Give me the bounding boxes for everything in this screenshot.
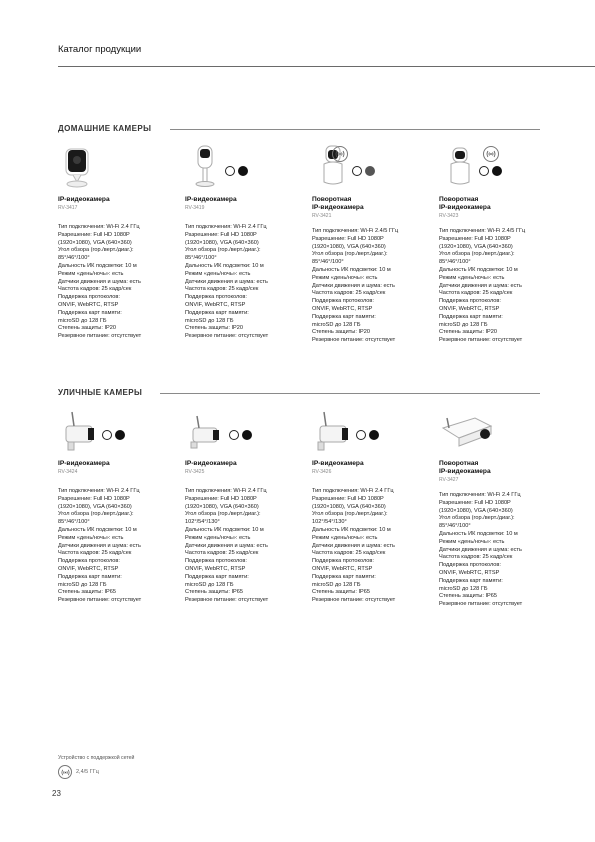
section-divider	[160, 393, 540, 394]
product-card	[185, 408, 305, 605]
product-title: IP-видеокамера	[312, 460, 364, 467]
product-card	[312, 408, 432, 605]
outdoor-pan-tilt-camera-icon	[439, 408, 499, 456]
camera-cube-icon	[58, 144, 98, 192]
camera-pan-tilt-icon	[439, 144, 479, 192]
product-title: Поворотная IP-видеокамера	[439, 196, 491, 211]
product-model: RV-3421	[312, 213, 332, 219]
color-swatches	[225, 166, 248, 176]
gray-swatch	[365, 166, 375, 176]
outdoor-camera-icon	[312, 408, 356, 456]
product-model: RV-3426	[312, 469, 332, 475]
product-specs: Тип подключения: Wi-Fi 2.4 ГГц Разрешение: Full HD 1080P (1920×1080), VGA (640×360) Угол обзора (гор./верт./диаг.): 102°/54°/130° Дальность ИК подсветки: 10 м Режим «день/ночь»: есть Датчики движения и шума: есть Частота кадров: 25 кадр/сек Поддержка протоколов: ONVIF, WebRTC, RTSP Поддержка карт памяти: microSD до 128 ГБ Степень защиты: IP65 Резервное питание: отсутствует	[312, 488, 396, 604]
black-swatch	[369, 430, 379, 440]
wifi-5ghz-icon	[332, 146, 348, 162]
product-card	[312, 144, 432, 345]
product-title: IP-видеокамера	[185, 460, 237, 467]
product-model: RV-3427	[439, 477, 459, 483]
outdoor-camera-icon	[58, 408, 102, 456]
white-swatch	[479, 166, 489, 176]
color-swatches	[352, 166, 375, 176]
black-swatch	[238, 166, 248, 176]
white-swatch	[229, 430, 239, 440]
color-swatches	[102, 430, 125, 440]
product-card	[58, 144, 178, 341]
product-specs: Тип подключения: Wi-Fi 2.4/5 ГГц Разрешение: Full HD 1080P (1920×1080), VGA (640×360) Угол обзора (гор./верт./диаг.): 85°/46°/100° Дальность ИК подсветки: 10 м Режим «день/ночь»: есть Датчики движения и шума: есть Частота кадров: 25 кадр/сек Поддержка протоколов: ONVIF, WebRTC, RTSP Поддержка карт памяти: microSD до 128 ГБ Степень защиты: IP20 Резервное питание: отсутствует	[439, 228, 526, 344]
header-divider	[58, 66, 595, 67]
white-swatch	[102, 430, 112, 440]
footer-note: Устройство с поддержкой сетей	[58, 755, 135, 761]
product-card	[439, 408, 559, 609]
camera-tower-icon	[185, 144, 225, 192]
product-title: Поворотная IP-видеокамера	[439, 460, 491, 475]
section-title-home: ДОМАШНИЕ КАМЕРЫ	[58, 124, 152, 133]
product-card	[185, 144, 305, 341]
product-model: RV-3425	[185, 469, 205, 475]
page-title: Каталог продукции	[58, 44, 142, 55]
section-divider	[170, 129, 540, 130]
product-model: RV-3417	[58, 205, 78, 211]
white-swatch	[356, 430, 366, 440]
product-card	[439, 144, 559, 345]
footer-band-label: 2,4/5 ГГц	[76, 769, 99, 775]
product-specs: Тип подключения: Wi-Fi 2.4/5 ГГц Разрешение: Full HD 1080P (1920×1080), VGA (640×360) Угол обзора (гор./верт./диаг.): 85°/46°/100° Дальность ИК подсветки: 10 м Режим «день/ночь»: есть Датчики движения и шума: есть Частота кадров: 25 кадр/сек Поддержка протоколов: ONVIF, WebRTC, RTSP Поддержка карт памяти: microSD до 128 ГБ Степень защиты: IP20 Резервное питание: отсутствует	[312, 228, 399, 344]
product-specs: Тип подключения: Wi-Fi 2.4 ГГц Разрешение: Full HD 1080P (1920×1080), VGA (640×360) Угол обзора (гор./верт./диаг.): 85°/46°/100° Дальность ИК подсветки: 10 м Режим «день/ночь»: есть Датчики движения и шума: есть Частота кадров: 25 кадр/сек Поддержка протоколов: ONVIF, WebRTC, RTSP Поддержка карт памяти: microSD до 128 ГБ Степень защиты: IP65 Резервное питание: отсутствует	[439, 492, 523, 608]
section-title-outdoor: УЛИЧНЫЕ КАМЕРЫ	[58, 388, 143, 397]
white-swatch	[225, 166, 235, 176]
wifi-5ghz-icon	[58, 765, 72, 779]
black-swatch	[115, 430, 125, 440]
white-swatch	[352, 166, 362, 176]
product-title: IP-видеокамера	[58, 196, 110, 203]
product-specs: Тип подключения: Wi-Fi 2.4 ГГц Разрешение: Full HD 1080P (1920×1080), VGA (640×360) Угол обзора (гор./верт./диаг.): 85°/46°/100° Дальность ИК подсветки: 10 м Режим «день/ночь»: есть Датчики движения и шума: есть Частота кадров: 25 кадр/сек Поддержка протоколов: ONVIF, WebRTC, RTSP Поддержка карт памяти: microSD до 128 ГБ Степень защиты: IP20 Резервное питание: отсутствует	[58, 224, 142, 340]
product-model: RV-3423	[439, 213, 459, 219]
product-model: RV-3419	[185, 205, 205, 211]
outdoor-camera-icon	[185, 408, 229, 456]
product-model: RV-3424	[58, 469, 78, 475]
black-swatch	[242, 430, 252, 440]
product-title: Поворотная IP-видеокамера	[312, 196, 364, 211]
product-specs: Тип подключения: Wi-Fi 2.4 ГГц Разрешение: Full HD 1080P (1920×1080), VGA (640×360) Угол обзора (гор./верт./диаг.): 102°/54°/130° Дальность ИК подсветки: 10 м Режим «день/ночь»: есть Датчики движения и шума: есть Частота кадров: 25 кадр/сек Поддержка протоколов: ONVIF, WebRTC, RTSP Поддержка карт памяти: microSD до 128 ГБ Степень защиты: IP65 Резервное питание: отсутствует	[185, 488, 269, 604]
color-swatches	[356, 430, 379, 440]
product-specs: Тип подключения: Wi-Fi 2.4 ГГц Разрешение: Full HD 1080P (1920×1080), VGA (640×360) Угол обзора (гор./верт./диаг.): 85°/46°/100° Дальность ИК подсветки: 10 м Режим «день/ночь»: есть Датчики движения и шума: есть Частота кадров: 25 кадр/сек Поддержка протоколов: ONVIF, WebRTC, RTSP Поддержка карт памяти: microSD до 128 ГБ Степень защиты: IP65 Резервное питание: отсутствует	[58, 488, 142, 604]
wifi-5ghz-icon	[483, 146, 499, 162]
black-swatch	[492, 166, 502, 176]
product-title: IP-видеокамера	[185, 196, 237, 203]
color-swatches	[229, 430, 252, 440]
product-specs: Тип подключения: Wi-Fi 2.4 ГГц Разрешение: Full HD 1080P (1920×1080), VGA (640×360) Угол обзора (гор./верт./диаг.): 85°/46°/100° Дальность ИК подсветки: 10 м Режим «день/ночь»: есть Датчики движения и шума: есть Частота кадров: 25 кадр/сек Поддержка протоколов: ONVIF, WebRTC, RTSP Поддержка карт памяти: microSD до 128 ГБ Степень защиты: IP20 Резервное питание: отсутствует	[185, 224, 269, 340]
color-swatches	[479, 166, 502, 176]
product-card	[58, 408, 178, 605]
page-number: 23	[52, 789, 61, 798]
product-title: IP-видеокамера	[58, 460, 110, 467]
